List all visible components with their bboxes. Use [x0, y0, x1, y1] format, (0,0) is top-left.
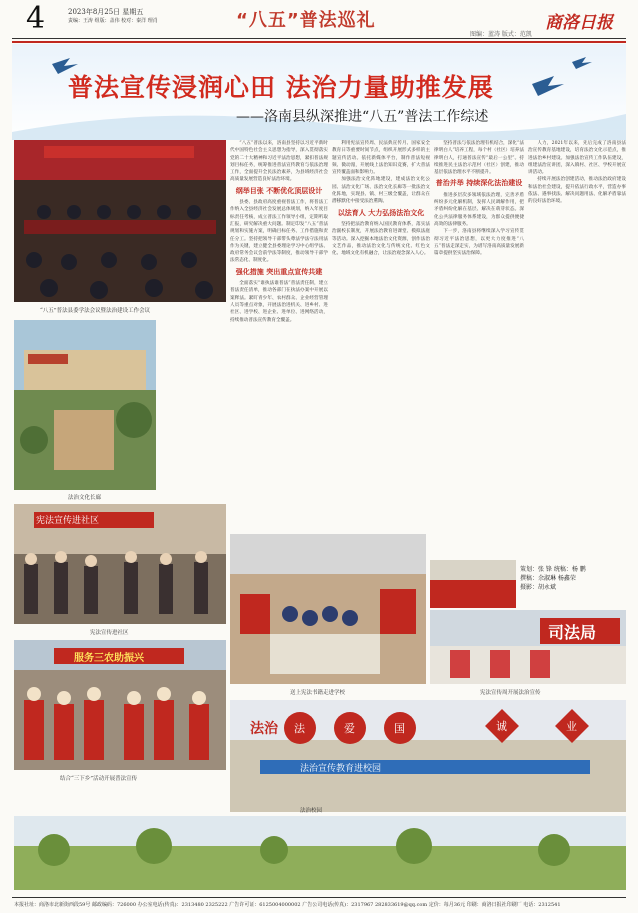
- photo-caption: 宪法宣传周开展法治宣传: [480, 690, 541, 696]
- credit-line: 策划：张 锋 统稿：杨 鹏: [520, 566, 586, 573]
- section-heading: 普治并举 持续深化法治建设: [435, 179, 523, 188]
- campus-photo-image: [230, 700, 626, 812]
- meeting-photo: [14, 140, 226, 302]
- school-photo-image: [230, 534, 426, 684]
- text-column-d: 人力，2021年以来，先后完成了洛南县法治宣传教育基地建设，培育法治文化示范点，推进法治乡村建设。加强法治宣传工作队伍建设，组建法治宣讲团，深入镇村、社区、学校开展宣讲活动。 持续开展法治创建活动，推动法治政府建设和法治社会建设，提升依法行政水平，营造办事依法、遇事找法、解决问题用法、化解矛盾靠法的良好法治环境。: [528, 141, 626, 205]
- campus-wide-photo-image: [14, 816, 626, 890]
- editor-line: 责编：王涛 组版：盖伟 校对：秦洋 理肖: [68, 18, 158, 24]
- page-number: 4: [26, 1, 46, 36]
- article-subtitle: ——洛南县纵深推进“八五”普法工作综述: [236, 109, 489, 125]
- footer-info: 本报社址：商洛市北新街西段59号 邮政编码：726000 办公室电话(传真)：2313480 2325222 广告许可证：6125004000002 广告公司电话(传真)：2317967 282833619@qq.com 定价：每月36元 印刷：商洛日报社印刷厂 电话：2312541: [14, 902, 561, 908]
- photo-caption: 结合“三下乡”活动开展普法宣传: [60, 776, 138, 782]
- text-column-c: 坚持普法与依法治理有机结合，深化“法律明白人”培养工程，每个村（社区）培养法律明白人，打通普法宣传“最后一公里”。持续推进民主法治示范村（社区）创建，推动基层依法治理水平不断提升。 普治并举 持续深化法治建设 推进多层次多领域依法治理，完善矛盾纠纷多元化解机制，发挥人民调解作用，把矛盾纠纷化解在基层、解决在萌芽状态。深化公共法律服务体系建设，为群众提供便捷高效的法律服务。 下一步，洛南县将继续深入学习宣传贯彻习近平法治思想，以更大力度推进“八五”普法走深走实，为谱写洛南高质量发展新篇章提供坚实法治保障。: [434, 141, 524, 257]
- photo-caption: 送上宪法书籍走进学校: [290, 690, 346, 696]
- meeting-photo-image: [14, 140, 226, 302]
- page-footer: [0, 897, 638, 913]
- photo-caption: 宪法宣传进社区: [90, 630, 129, 636]
- page-header: [0, 0, 638, 44]
- fazhi-sign: 法治: [250, 721, 278, 737]
- ye-sign: 业: [566, 720, 577, 733]
- guo-sign: 国: [394, 722, 405, 735]
- section-heading: 强化措施 突出重点宣传共建: [235, 267, 323, 276]
- section-heading: 纲举目张 不断优化顶层设计: [235, 186, 323, 195]
- newspaper-logo: 商洛日报: [545, 13, 613, 33]
- school-photo: [230, 534, 426, 684]
- photo-caption: 法治校园: [300, 808, 323, 814]
- cheng-sign: 诚: [496, 720, 507, 733]
- article-title: 普法宣传浸润心田 法治力量助推发展: [68, 73, 494, 102]
- campus-photo: [230, 700, 626, 812]
- section-heading: 以法育人 大力弘扬法治文化: [337, 208, 425, 217]
- date-line: 2023年8月25日 星期五: [68, 8, 144, 16]
- community-photo: [14, 504, 226, 624]
- dove-icon: [572, 57, 592, 69]
- fa-sign: 法: [294, 722, 305, 735]
- stage-banner-text: 服务三农助振兴: [74, 653, 144, 664]
- square-photo: [430, 610, 626, 684]
- header-rule: [12, 38, 626, 39]
- ai-sign: 爱: [344, 722, 355, 735]
- article-credits: [520, 565, 586, 592]
- square-photo-image: [430, 610, 626, 684]
- stage-photo-top-image: [430, 560, 516, 608]
- dove-icon: [532, 76, 564, 96]
- photo-caption: “八五”普法县委学法会议暨法治建设工作会议: [40, 308, 151, 314]
- campus-wide-photo: [14, 816, 626, 890]
- corridor-photo-image: [14, 320, 156, 490]
- footer-rule: [12, 897, 626, 898]
- right-info-line: 图编：蓝涛 版式：范凯: [470, 31, 532, 38]
- credit-line: 撰稿：余淑琳 杨鑫荣: [520, 575, 576, 582]
- three-rural-photo: [14, 640, 226, 770]
- text-column-a: “八五”普法以来，洛南县坚持以习近平新时代中国特色社会主义思想为指导，深入贯彻落实党的二十大精神和习近平法治思想，紧扣普法规划目标任务，统筹推进普法宣传教育与依法治理工作，全面提升全民法治素养，为县域经济社会高质量发展营造良好法治环境。 纲举目张 不断优化顶层设计 县委、县政府高度重视普法工作，将普法工作纳入全县经济社会发展总体规划，纳入年度目标责任考核，成立普法工作领导小组，定期听取汇报，研究解决重大问题。制定印发“八五”普法规划和实施方案，明确目标任务、工作措施和责任分工。坚持把领导干部带头尊法学法守法用法作为关键，建立健全县委理论学习中心组学法、政府常务会议会前学法等制度，推动领导干部学法常态化、制度化。 强化措施 突出重点宣传共建 全面落实“谁执法谁普法”普法责任制，建立普法责任清单，推动各部门在执法办案中开展以案释法。紧盯青少年、农村群众、企业经营管理人员等重点对象，开展法治进机关、进乡村、进社区、进学校、进企业、进单位、进网络活动，持续推动普法宣传教育全覆盖。: [230, 141, 328, 323]
- sifa-sign: 司法局: [548, 623, 597, 642]
- corridor-photo: [14, 320, 156, 490]
- column-title: “八五”普法巡礼: [236, 10, 376, 31]
- school-banner-text: 法治宣传教育进校园: [300, 764, 382, 774]
- community-banner-text: 宪法宣传进社区: [36, 516, 100, 526]
- photo-caption: 法治文化长廊: [68, 495, 102, 501]
- stage-photo-top: [430, 560, 516, 608]
- date-editor-info: [68, 8, 158, 26]
- text-column-b: 利用宪法宣传周、民法典宣传月、国家安全教育日等重要时间节点，组织开展形式多样的主题宣传活动。依托新媒体平台，制作普法短视频、微动漫，开展线上法治知识竞赛，扩大普法宣传覆盖面和影响力。 加强法治文化阵地建设，建成法治文化公园、法治文化广场、法治文化长廊等一批法治文化阵地，实现县、镇、村三级全覆盖，让群众在潜移默化中接受法治熏陶。 以法育人 大力弘扬法治文化 坚持把法治教育纳入国民教育体系，落实法治副校长制度，开展法治教育进课堂、模拟法庭等活动。深入挖掘本地法治文化资源，创作法治文艺作品，推动法治文化与传统文化、红色文化、地域文化有机融合，让法治观念深入人心。: [332, 141, 430, 257]
- credit-line: 摄影：胡永斌: [520, 584, 557, 591]
- header-rule-red: [12, 41, 626, 43]
